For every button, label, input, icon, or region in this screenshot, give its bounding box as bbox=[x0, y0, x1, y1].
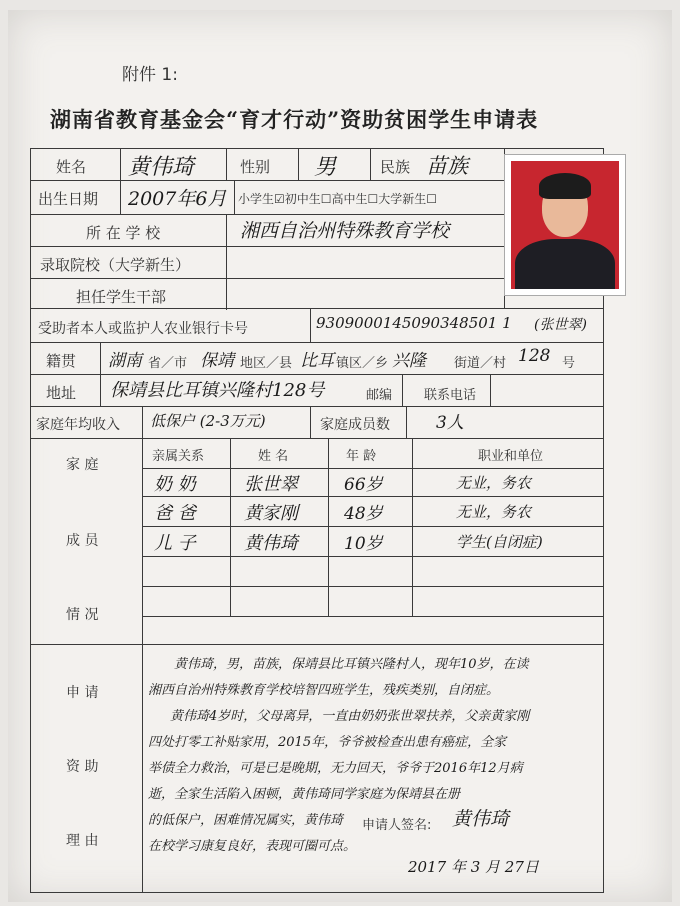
signature-label: 申请人签名: bbox=[362, 818, 432, 833]
family-age: 66岁 bbox=[344, 475, 383, 495]
ethnicity-value: 苗族 bbox=[426, 154, 468, 178]
form-title: 湖南省教育基金会“育才行动”资助贫困学生申请表 bbox=[50, 107, 539, 132]
family-job: 无业，务农 bbox=[456, 474, 532, 492]
reason-line: 湘西自治州特殊教育学校培智四班学生，残疾类别，自闭症。 bbox=[148, 683, 500, 698]
ethnicity-label: 民族 bbox=[380, 158, 411, 176]
family-label-2: 成 员 bbox=[66, 533, 99, 549]
bank-card-value: 9309000145090348501 1 bbox=[316, 314, 512, 332]
family-name: 黄伟琦 bbox=[244, 533, 298, 554]
gender-value: 男 bbox=[314, 155, 337, 180]
student-cadre-label: 担任学生干部 bbox=[76, 288, 167, 306]
bank-card-label: 受助者本人或监护人农业银行卡号 bbox=[38, 321, 248, 337]
reason-line: 四处打零工补贴家用，2015年，爷爷被检查出患有癌症，全家 bbox=[148, 735, 507, 750]
family-relation: 爸 爸 bbox=[154, 503, 196, 524]
family-label-3: 情 况 bbox=[66, 607, 99, 623]
province-suffix: 省／市 bbox=[148, 356, 188, 371]
application-form-table bbox=[30, 148, 604, 894]
school-level-checkboxes: 小学生☑初中生☐高中生☐大学新生☐ bbox=[238, 192, 438, 206]
house-number-value: 128 bbox=[518, 346, 551, 366]
number-suffix: 号 bbox=[562, 356, 576, 371]
address-value: 保靖县比耳镇兴隆村128号 bbox=[110, 380, 325, 401]
school-value: 湘西自治州特殊教育学校 bbox=[240, 220, 450, 242]
family-name: 黄家刚 bbox=[244, 503, 298, 524]
address-label: 地址 bbox=[46, 384, 77, 402]
student-photo bbox=[504, 154, 626, 296]
signature: 黄伟琦 bbox=[452, 808, 510, 830]
native-place-label: 籍贯 bbox=[46, 352, 77, 370]
col-relation-header: 亲属关系 bbox=[152, 449, 205, 464]
family-job: 学生(自闭症) bbox=[456, 533, 543, 551]
school-label: 所 在 学 校 bbox=[86, 224, 161, 242]
reason-line: 逝，全家生活陷入困顿，黄伟琦同学家庭为保靖县在册 bbox=[148, 787, 461, 802]
col-age-header: 年 龄 bbox=[346, 449, 377, 464]
attachment-label: 附件 1: bbox=[122, 65, 178, 85]
reason-label-1: 申 请 bbox=[66, 685, 99, 701]
col-name-header: 姓 名 bbox=[258, 449, 289, 464]
col-job-header: 职业和单位 bbox=[478, 449, 544, 464]
reason-line: 举债全力救治，可是已是晚期，无力回天，爷爷于2016年12月病 bbox=[148, 761, 523, 776]
birth-date-label: 出生日期 bbox=[38, 190, 99, 208]
town-value: 比耳 bbox=[300, 351, 334, 371]
household-size-value: 3人 bbox=[436, 413, 464, 433]
reason-label-2: 资 助 bbox=[66, 759, 99, 775]
annual-income-value: 低保户 (2-3万元) bbox=[150, 412, 266, 430]
family-job: 无业，务农 bbox=[456, 503, 532, 521]
postcode-label: 邮编 bbox=[366, 388, 393, 403]
name-value: 黄伟琦 bbox=[128, 155, 195, 180]
family-relation: 奶 奶 bbox=[154, 474, 196, 495]
bank-card-holder: (张世翠) bbox=[534, 317, 587, 333]
street-suffix: 街道／村 bbox=[454, 356, 507, 371]
gender-label: 性别 bbox=[240, 158, 271, 176]
household-size-label: 家庭成员数 bbox=[320, 417, 390, 433]
district-suffix: 地区／县 bbox=[240, 356, 293, 371]
reason-line: 黄伟琦，男，苗族，保靖县比耳镇兴隆村人，现年10岁，在读 bbox=[174, 657, 529, 672]
name-label: 姓名 bbox=[56, 158, 87, 176]
reason-line: 的低保户，困难情况属实，黄伟琦 bbox=[148, 813, 344, 828]
family-name: 张世翠 bbox=[244, 474, 298, 495]
reason-line: 在校学习康复良好，表现可圈可点。 bbox=[148, 839, 357, 854]
admitted-college-label: 录取院校（大学新生） bbox=[40, 256, 191, 274]
family-age: 48岁 bbox=[344, 504, 383, 524]
annual-income-label: 家庭年均收入 bbox=[36, 417, 120, 433]
family-age: 10岁 bbox=[344, 534, 383, 554]
province-value: 湖南 bbox=[108, 351, 142, 371]
district-value: 保靖 bbox=[200, 351, 234, 371]
family-relation: 儿 子 bbox=[154, 533, 196, 554]
town-suffix: 镇区／乡 bbox=[336, 356, 389, 371]
village-value: 兴隆 bbox=[392, 351, 426, 371]
reason-line: 黄伟琦4岁时，父母离异，一直由奶奶张世翠扶养，父亲黄家刚 bbox=[170, 709, 530, 724]
birth-date-value: 2007年6月 bbox=[128, 188, 227, 210]
phone-label: 联系电话 bbox=[424, 388, 477, 403]
application-date: 2017 年 3 月 27日 bbox=[408, 858, 539, 876]
reason-label-3: 理 由 bbox=[66, 833, 99, 849]
family-label-1: 家 庭 bbox=[66, 457, 99, 473]
